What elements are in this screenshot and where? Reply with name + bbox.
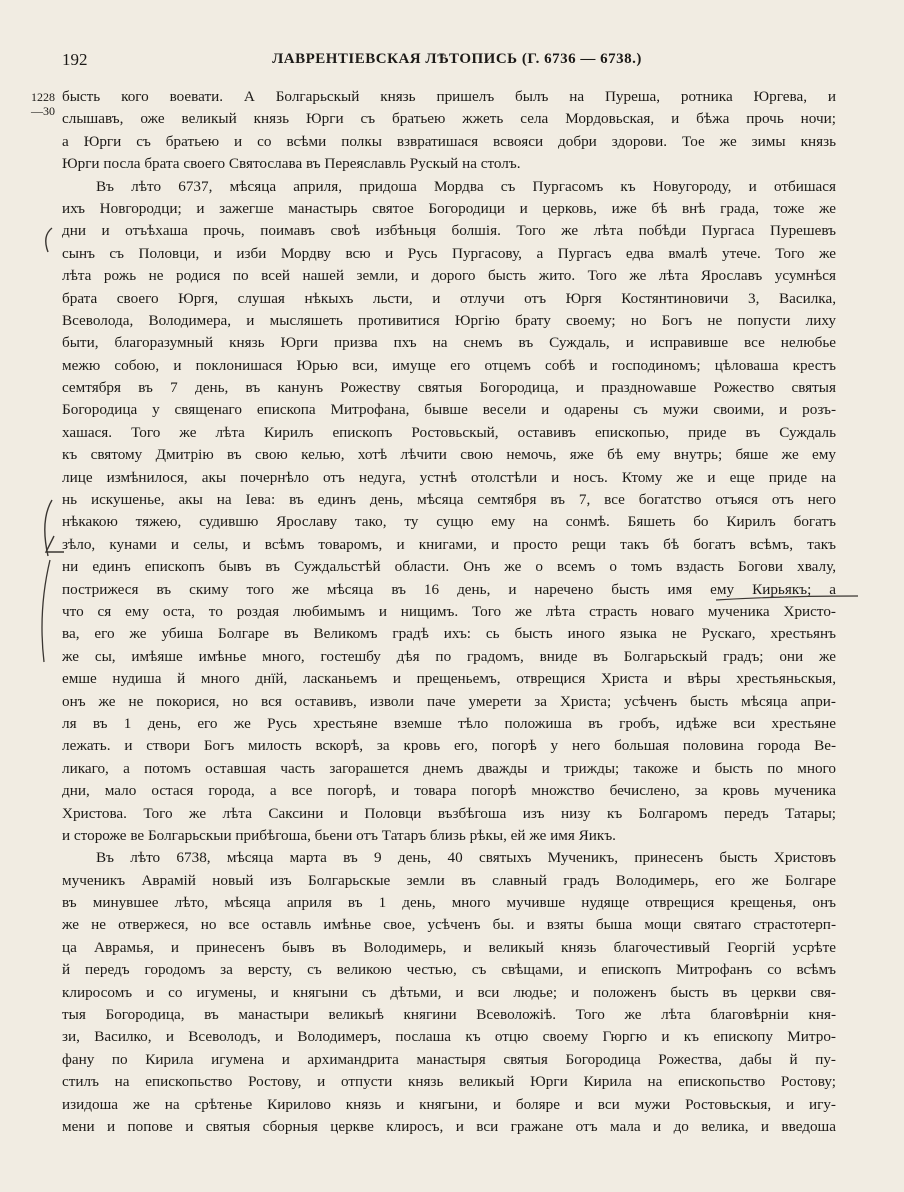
text-line: онъ же не покорися, но вся оставивъ, изволи паче умерети за Христа; усѣченъ бысть мѣсяца апри- — [62, 692, 836, 710]
text-line: Богородица у священаго епископа Митрофана, бывше весели и одарены съ мужи своими, и розъ- — [62, 401, 836, 419]
text-line: мени и попове и святыя сборныя церкве клиросъ, и вси гражане отъ мала и до велика, и введоша — [62, 1117, 836, 1135]
text-line: сынъ съ Половци, и изби Мордву всю и Русь Пургасову, а Пургасъ едва вмалѣ утече. Того же — [62, 244, 836, 262]
text-line: семтября въ 7 день, въ канунъ Рожеству святыя Богородица, и празднowавше Рожество святыя — [62, 379, 836, 397]
text-line: емше нудиша й много днїй, ласканьемъ и прещеньемъ, отврещися Христа и вѣры хрестьяньскыя, — [62, 670, 836, 688]
text-line: Въ лѣто 6738, мѣсяца марта въ 9 день, 40 святыхъ Мученикъ, принесенъ бысть Христовъ — [96, 849, 836, 867]
text-line: Всеволода, Володимера, и мысляшеть противитися Юргію брату своему; но Богъ не попусти лиху — [62, 311, 836, 329]
text-line: фану по Кирила игумена и архимандрита манастыря святыя Богородица Рожества, дабы й пу- — [62, 1050, 836, 1068]
text-line: нѣкакою тяжею, судившю Ярославу тако, ту сущю ему на сонмѣ. Бяшеть бо Кирилъ богатъ — [62, 513, 836, 531]
text-line: стилъ на епископьство Ростову, и отпусти князь великый Юрги Кирила на епископьство Ростову; — [62, 1073, 836, 1091]
text-line: ца Аврамья, и принесенъ бывъ въ Володимерь, и великый князь благочестивый Георгій усрѣте — [62, 938, 836, 956]
text-line: зи, Василко, и Всеволодъ, и Володимеръ, послаша къ отцю своему Гюргю и къ епископу Митро- — [62, 1028, 836, 1046]
margin-year-note — [31, 90, 55, 118]
text-line: межю собою, и поклонишася Юрью вси, имуще его отцемъ собѣ и господиномъ; цѣловаша крестъ — [62, 356, 836, 374]
text-line: а Юрги съ братьею и со всѣми полкы взвратишася всвояси добри здорови. Тое же зимы князь — [62, 132, 836, 150]
text-line: ля въ 1 день, его же Русь хрестьяне вземше тѣло положиша въ гробъ, идѣже вси хрестьяне — [62, 714, 836, 732]
pencil-line-mark — [42, 560, 50, 662]
text-line: лежать. и створи Богъ милость вскорѣ, за кровь его, погорѣ у него большая половина города Ве- — [62, 737, 836, 755]
text-line: же сы, имѣяше имѣнье много, гостешбу дѣя по градомъ, вниде въ Болгарьскый градъ; они же — [62, 647, 836, 665]
text-line: Въ лѣто 6737, мѣсяца априля, придоша Мордва съ Пургасомъ къ Новугороду, и отбишася — [96, 177, 836, 195]
text-line: хашася. Того же лѣта Кирилъ епископъ Ростовьскый, оставивъ епископью, приде въ Суждаль — [62, 423, 836, 441]
chronicle-text — [62, 86, 836, 1138]
text-line: Юрги посла брата своего Святослава въ Переяславль Рускый на столъ. — [62, 155, 521, 173]
text-line: мученикъ Аврамій новый изъ Болгарьскые земли въ славный градъ Володимерь, его же Болгаре — [62, 871, 836, 889]
text-line: къ святому Дмитрію въ свою келью, хотѣ лѣчити свою немочь, яже бѣ ему внутрь; бяше же ему — [62, 446, 836, 464]
text-line: же не отвержеся, но все оставль имѣнье свое, усѣченъ бы. и взяты быша мощи святаго страстотерп- — [62, 916, 836, 934]
margin-year-label: 1228 — [31, 90, 55, 104]
text-line: ни единъ епископъ бывъ въ Суждальстѣй области. Онъ же о всемъ о томъ вздасть Богови хвалу, — [62, 558, 836, 576]
text-line: й передъ городомъ за версту, съ великою честью, съ свѣщами, и епископъ Митрофанъ со всѣмъ — [62, 961, 836, 979]
text-line: дни, мало остася города, а все погорѣ, и товара погорѣ множство бечисленo, за кровь мученика — [62, 782, 836, 800]
margin-year-sub: —30 — [31, 104, 55, 118]
text-line: клиросомъ и со игумены, и княгыни съ дѣтьми, и вси людье; и положенъ бысть въ церкви свя- — [62, 983, 836, 1001]
text-line: ликаго, а потомъ оставшая часть загорашется днемъ дважды и трижды; такоже и бысть по много — [62, 759, 836, 777]
text-line: брата своего Юргя, слушая нѣкыхъ льсти, и отлучи отъ Юргя Костянтиновичи 3, Василка, — [62, 289, 836, 307]
text-line: слышавъ, оже великый князь Юрги съ братьею жжеть села Мордовьская, и бѣжа прочь ночи; — [62, 110, 836, 128]
text-line: лице измѣнилося, акы почернѣло отъ недуга, устнѣ отолстѣли и носъ. Ктому же и еще приде на — [62, 468, 836, 486]
text-line: бысть кого воевати. А Болгарьскый князь пришелъ былъ на Пуреша, ротника Юргева, и — [62, 88, 836, 105]
text-line: и стороже ве Болгарьскыи прибѣгоша, бьени отъ Татаръ близь рѣкы, ей же имя Яикъ. — [62, 826, 616, 844]
page-number: 192 — [62, 50, 88, 69]
text-line: нь искушенье, акы на Іева: въ единъ день, мѣсяца семтября въ 7, все богатство отъяся отъ него — [62, 491, 836, 509]
text-line: ихъ Новгородци; и зажегше манастырь святое Богородици и церковь, иже бѣ внѣ града, тоже же — [62, 199, 836, 217]
page-header — [62, 50, 852, 76]
text-line: Христова. Того же лѣта Саксини и Половци възбѣгоша изъ низу къ Болгаромъ передъ Татары; — [62, 804, 836, 822]
text-line: въ минувшее лѣто, мѣсяца априля въ 1 день, много мучивше нудяще отврещися крещенья, онъ — [62, 894, 836, 912]
pencil-brace-mark — [45, 500, 52, 556]
text-line: тыя Богородица, въ манастыри великыѣ княгини Всеволожіѣ. Того же лѣта благовѣрніи кня- — [62, 1006, 836, 1024]
text-line: лѣта рожь не родися по всей нашей земли, и дорого бысть жито. Того же лѣта Ярославъ усумнѣся — [62, 267, 836, 285]
text-line: пострижеся въ скиму того же мѣсяца въ 16 день, и наречено бысть имя ему Кирьякъ; а — [62, 580, 836, 598]
pencil-bracket-mark — [46, 228, 52, 252]
running-title: ЛАВРЕНТІЕВСКАЯ ЛѢТОПИСЬ (Г. 6736 — 6738.) — [272, 51, 642, 67]
text-line: дни и отъѣхаша прочь, поимавъ своѣ избѣньця болшія. Того же лѣта побѣди Пургаса Пурешевъ — [62, 222, 836, 240]
text-line: что ся ему оста, то роздая любимымъ и нищимъ. Того же лѣта страсть новаго мученика Христо- — [62, 602, 836, 620]
text-line: зѣло, кунами и селы, и всѣмъ товаромъ, и книгами, и просто рещи такъ бѣ богатъ всѣмъ, такъ — [62, 535, 836, 553]
text-line: ва, его же убиша Болгаре въ Великомъ градѣ ихъ: сь бысть иного языка не Рускаго, хрестьянъ — [62, 625, 836, 643]
text-line: быти, благоразумный князь Юрги призва пхъ на снемъ въ Суждаль, и исправивше все нелюбье — [62, 334, 836, 352]
text-line: изидоша же на срѣтенье Кирилово князь и княгыни, и боляре и вси мужи Ростовьскыя, и игу- — [62, 1095, 836, 1113]
